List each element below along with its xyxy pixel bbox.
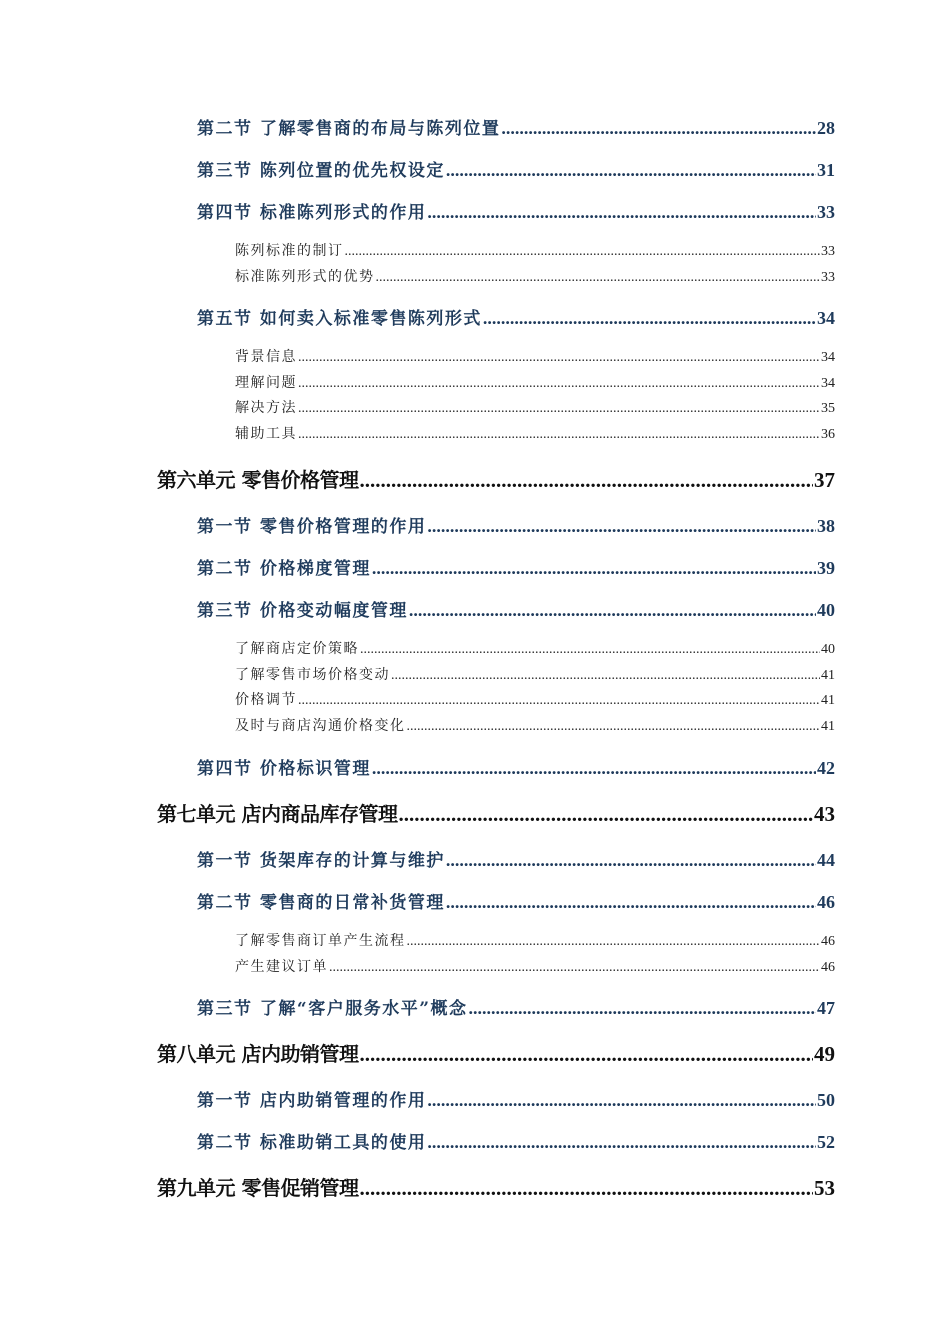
leader-dots xyxy=(409,600,816,621)
toc-entry-title: 第八单元 店内助销管理 xyxy=(157,1042,359,1066)
toc-entry-title: 第一节 货架库存的计算与维护 xyxy=(197,851,445,871)
toc-entry-page: 49 xyxy=(814,1042,835,1066)
toc-entry[interactable] xyxy=(197,888,835,913)
toc-entry-page: 34 xyxy=(821,350,835,365)
toc-entry-title: 解决方法 xyxy=(235,400,297,416)
toc-entry-title: 第五节 如何卖入标准零售陈列形式 xyxy=(197,309,482,329)
toc-entry[interactable] xyxy=(235,266,835,286)
toc-entry[interactable] xyxy=(235,423,835,443)
toc-entry[interactable] xyxy=(157,464,835,493)
leader-dots xyxy=(376,270,821,286)
toc-entry[interactable] xyxy=(235,638,835,658)
toc-entry[interactable] xyxy=(197,846,835,871)
toc-entry-page: 52 xyxy=(817,1132,835,1152)
toc-entry-page: 33 xyxy=(821,244,835,259)
toc-entry-title: 第一节 零售价格管理的作用 xyxy=(197,517,427,537)
toc-entry-page: 42 xyxy=(817,758,835,778)
toc-entry-page: 44 xyxy=(817,850,835,870)
toc-entry-page: 33 xyxy=(817,202,835,222)
leader-dots xyxy=(298,401,820,417)
toc-entry-title: 价格调节 xyxy=(235,692,297,708)
leader-dots xyxy=(298,427,820,443)
toc-entry-title: 了解商店定价策略 xyxy=(235,641,359,657)
toc-entry-title: 辅助工具 xyxy=(235,426,297,442)
toc-entry-page: 53 xyxy=(814,1176,835,1200)
toc-entry-title: 第四节 标准陈列形式的作用 xyxy=(197,203,427,223)
toc-entry-page: 35 xyxy=(821,401,835,416)
toc-entry[interactable] xyxy=(197,304,835,329)
leader-dots xyxy=(427,1132,816,1153)
toc-entry-title: 第三节 价格变动幅度管理 xyxy=(197,601,408,621)
toc-entry-page: 28 xyxy=(817,118,835,138)
toc-entry-page: 31 xyxy=(817,160,835,180)
leader-dots xyxy=(372,758,816,779)
toc-entry-title: 第七单元 店内商品库存管理 xyxy=(157,802,398,826)
leader-dots xyxy=(298,693,820,709)
leader-dots xyxy=(298,350,820,366)
leader-dots xyxy=(329,960,820,976)
toc-entry-page: 41 xyxy=(821,693,835,708)
leader-dots xyxy=(446,850,816,871)
toc-entry-page: 36 xyxy=(821,427,835,442)
toc-entry-page: 33 xyxy=(821,270,835,285)
toc-entry-page: 37 xyxy=(814,468,835,492)
toc-entry-title: 第六单元 零售价格管理 xyxy=(157,468,359,492)
toc-entry-page: 46 xyxy=(821,960,835,975)
leader-dots xyxy=(359,1042,813,1067)
leader-dots xyxy=(427,516,816,537)
toc-entry[interactable] xyxy=(157,1172,835,1201)
toc-entry-title: 第二节 零售商的日常补货管理 xyxy=(197,893,445,913)
leader-dots xyxy=(398,802,813,827)
toc-entry-title: 第一节 店内助销管理的作用 xyxy=(197,1091,427,1111)
toc-entry-page: 46 xyxy=(817,892,835,912)
toc-entry[interactable] xyxy=(197,156,835,181)
toc-entry-title: 了解零售商订单产生流程 xyxy=(235,933,406,949)
toc-entry[interactable] xyxy=(197,198,835,223)
toc-entry[interactable] xyxy=(235,930,835,950)
leader-dots xyxy=(391,668,820,684)
toc-entry-page: 46 xyxy=(821,934,835,949)
toc-entry-page: 50 xyxy=(817,1090,835,1110)
toc-entry-page: 41 xyxy=(821,719,835,734)
toc-entry-title: 第四节 价格标识管理 xyxy=(197,759,371,779)
toc-entry[interactable] xyxy=(235,372,835,392)
toc-entry-title: 了解零售市场价格变动 xyxy=(235,667,390,683)
toc-entry[interactable] xyxy=(235,664,835,684)
toc-entry[interactable] xyxy=(235,346,835,366)
toc-entry-title: 背景信息 xyxy=(235,349,297,365)
toc-entry[interactable] xyxy=(197,1086,835,1111)
toc-entry-title: 产生建议订单 xyxy=(235,959,328,975)
leader-dots xyxy=(446,160,816,181)
toc-entry-title: 第九单元 零售促销管理 xyxy=(157,1176,359,1200)
toc-entry-title: 第二节 价格梯度管理 xyxy=(197,559,371,579)
toc-entry[interactable] xyxy=(235,956,835,976)
toc-entry[interactable] xyxy=(197,596,835,621)
leader-dots xyxy=(427,202,816,223)
toc-entry[interactable] xyxy=(197,1128,835,1153)
toc-entry-title: 第三节 陈列位置的优先权设定 xyxy=(197,161,445,181)
leader-dots xyxy=(427,1090,816,1111)
toc-entry[interactable] xyxy=(157,1038,835,1067)
toc-entry-page: 41 xyxy=(821,668,835,683)
leader-dots xyxy=(468,998,816,1019)
leader-dots xyxy=(407,719,821,735)
toc-entry-title: 第二节 标准助销工具的使用 xyxy=(197,1133,427,1153)
toc-entry[interactable] xyxy=(235,715,835,735)
toc-entry-title: 及时与商店沟通价格变化 xyxy=(235,718,406,734)
toc-entry-page: 38 xyxy=(817,516,835,536)
toc-entry-page: 34 xyxy=(821,376,835,391)
toc-entry[interactable] xyxy=(197,114,835,139)
toc-entry-page: 39 xyxy=(817,558,835,578)
toc-entry-title: 第三节 了解“客户服务水平”概念 xyxy=(197,999,468,1019)
toc-entry-page: 43 xyxy=(814,802,835,826)
leader-dots xyxy=(407,934,821,950)
toc-entry[interactable] xyxy=(197,754,835,779)
leader-dots xyxy=(446,892,816,913)
leader-dots xyxy=(359,1176,813,1201)
toc-entry-page: 34 xyxy=(817,308,835,328)
toc-entry-title: 第二节 了解零售商的布局与陈列位置 xyxy=(197,119,501,139)
leader-dots xyxy=(501,118,816,139)
toc-entry-title: 标准陈列形式的优势 xyxy=(235,269,375,285)
toc-entry[interactable] xyxy=(197,994,835,1019)
toc-entry[interactable] xyxy=(197,512,835,537)
toc-entry[interactable] xyxy=(235,397,835,417)
toc-entry-page: 40 xyxy=(817,600,835,620)
toc-entry[interactable] xyxy=(235,240,835,260)
toc-entry-page: 40 xyxy=(821,642,835,657)
toc-entry-title: 陈列标准的制订 xyxy=(235,243,344,259)
toc-entry-title: 理解问题 xyxy=(235,375,297,391)
leader-dots xyxy=(359,468,813,493)
leader-dots xyxy=(483,308,816,329)
toc-entry[interactable] xyxy=(197,554,835,579)
leader-dots xyxy=(345,244,821,260)
toc-entry-page: 47 xyxy=(817,998,835,1018)
toc-entry[interactable] xyxy=(235,689,835,709)
leader-dots xyxy=(372,558,816,579)
toc-entry[interactable] xyxy=(157,798,835,827)
leader-dots xyxy=(298,376,820,392)
leader-dots xyxy=(360,642,820,658)
